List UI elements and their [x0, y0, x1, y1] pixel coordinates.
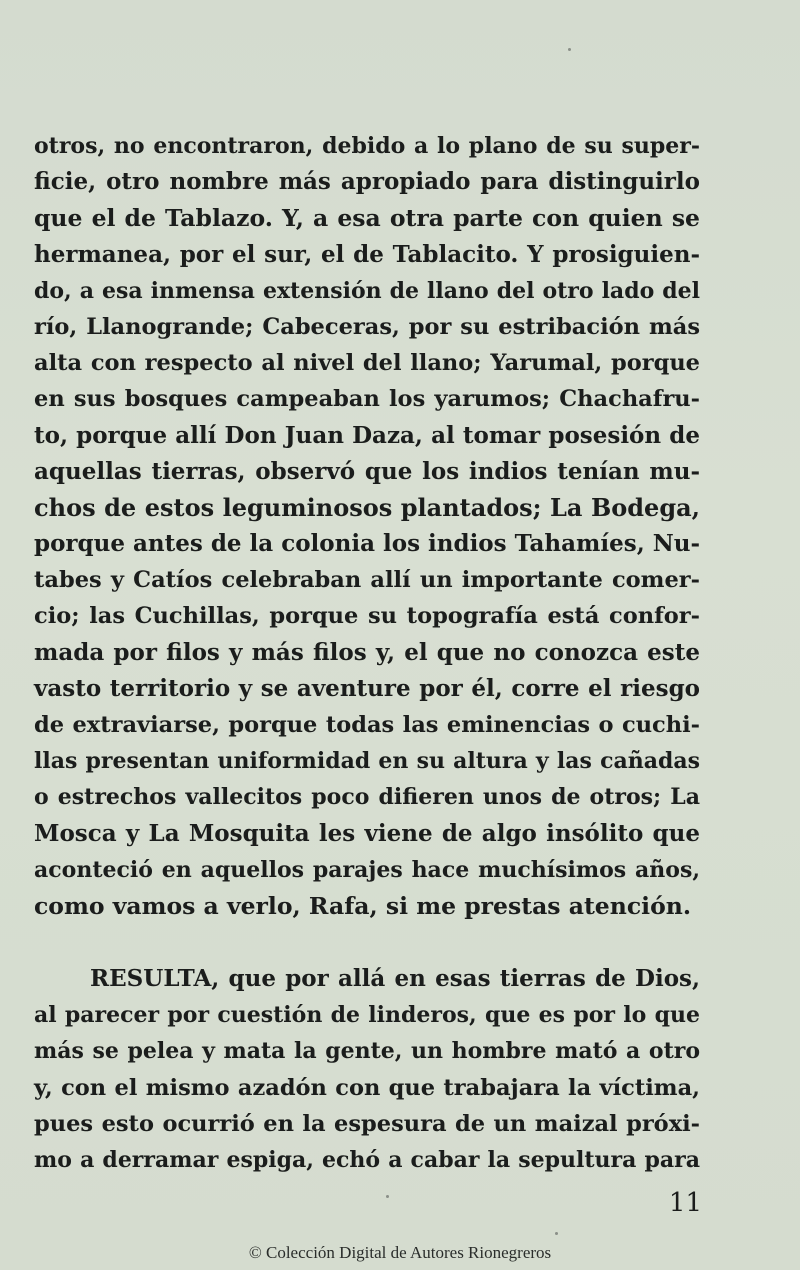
text-line: ficie, otro nombre más apropiado para distinguirlo — [34, 168, 700, 196]
text-line: que el de Tablazo. Y, a esa otra parte con quien se — [34, 204, 700, 233]
paper-speck — [386, 1195, 389, 1198]
text-line: hermanea, por el sur, el de Tablacito. Y prosiguien- — [34, 240, 700, 268]
text-line: pues esto ocurrió en la espesura de un maizal próxi- — [34, 1110, 700, 1137]
text-line: porque antes de la colonia los indios Tahamíes, Nu- — [34, 530, 701, 558]
page-number: 11 — [668, 1188, 702, 1218]
text-line: Mosca y La Mosquita les viene de algo insólito que — [34, 819, 700, 847]
text-line: llas presentan uniformidad en su altura y las cañadas — [34, 748, 700, 775]
text-line: aconteció en aquellos parajes hace muchísimos años, — [34, 856, 700, 883]
text-line: do, a esa inmensa extensión de llano del otro lado del — [34, 277, 700, 304]
text-line: al parecer por cuestión de linderos, que es por lo que — [34, 1002, 700, 1029]
paper-speck — [568, 48, 571, 51]
text-line: aquellas tierras, observó que los indios tenían mu- — [34, 457, 700, 485]
text-line: alta con respecto al nivel del llano; Yarumal, porque — [34, 350, 700, 377]
text-line: más se pelea y mata la gente, un hombre mató a otro — [34, 1038, 700, 1065]
text-line: de extraviarse, porque todas las eminencias o cuchi- — [34, 712, 700, 738]
text-line: cio; las Cuchillas, porque su topografía está confor- — [34, 603, 700, 630]
text-line: otros, no encontraron, debido a lo plano de su super- — [34, 133, 700, 159]
text-line: y, con el mismo azadón con que trabajara la víctima, — [34, 1074, 700, 1101]
paper-speck — [555, 1232, 558, 1235]
text-line: o estrechos vallecitos poco difieren unos de otros; La — [34, 784, 700, 811]
text-line: tabes y Catíos celebraban allí un importante comer- — [34, 567, 700, 594]
text-line: mo a derramar espiga, echó a cabar la sepultura para — [34, 1146, 700, 1173]
text-line: RESULTA, que por allá en esas tierras de Dios, — [90, 965, 700, 992]
text-line: vasto territorio y se aventure por él, corre el riesgo — [34, 674, 700, 702]
paragraph-2 — [34, 961, 700, 1178]
text-line: to, porque allí Don Juan Daza, al tomar posesión de — [34, 421, 700, 449]
paragraph-1 — [34, 128, 700, 924]
text-line: como vamos a verlo, Rafa, si me prestas atención. — [34, 891, 692, 920]
text-line: mada por filos y más filos y, el que no conozca este — [34, 638, 700, 666]
text-line: río, Llanogrande; Cabeceras, por su estribación más — [34, 313, 700, 340]
text-line: en sus bosques campeaban los yarumos; Chachafru- — [34, 386, 700, 413]
text-line: chos de estos leguminosos plantados; La Bodega, — [34, 492, 700, 522]
copyright-footer: © Colección Digital de Autores Rionegreros — [248, 1243, 552, 1262]
